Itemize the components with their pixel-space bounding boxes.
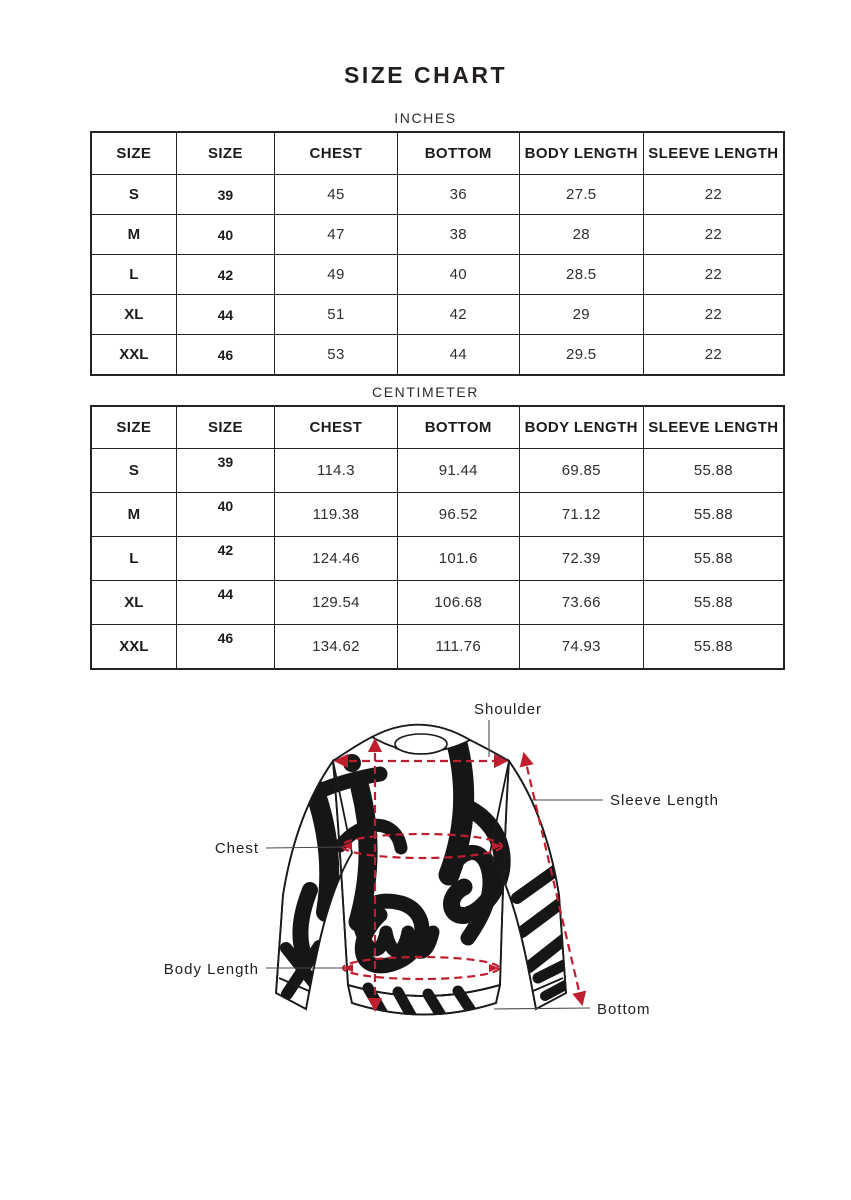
- label-sleeve-length: Sleeve Length: [610, 792, 719, 809]
- header-bottom: BOTTOM: [397, 406, 519, 449]
- sweater-measure-diagram: [0, 660, 851, 1090]
- cell-body-length: 72.39: [519, 537, 643, 581]
- cell-size2: 46: [176, 625, 274, 670]
- cell-bottom: 101.6: [397, 537, 519, 581]
- cell-body-length: 73.66: [519, 581, 643, 625]
- table-row: [91, 449, 784, 493]
- cell-body-length: 29.5: [519, 335, 643, 376]
- table-row: [91, 215, 784, 255]
- cell-sleeve-length: 55.88: [643, 625, 784, 670]
- cell-size2: 46: [176, 335, 274, 376]
- header-size: SIZE: [91, 132, 176, 175]
- cell-body-length: 74.93: [519, 625, 643, 670]
- cell-sleeve-length: 55.88: [643, 537, 784, 581]
- cell-sleeve-length: 22: [643, 175, 784, 215]
- cell-sleeve-length: 22: [643, 295, 784, 335]
- cell-chest: 134.62: [275, 625, 398, 670]
- cell-size: M: [91, 493, 176, 537]
- cell-size2: 40: [176, 493, 274, 537]
- cell-size2: 42: [176, 537, 274, 581]
- header-size-number: SIZE: [176, 132, 274, 175]
- cell-chest: 53: [275, 335, 398, 376]
- header-chest: CHEST: [275, 132, 398, 175]
- cell-size: XXL: [91, 625, 176, 670]
- cell-size: L: [91, 537, 176, 581]
- table-row: [91, 335, 784, 376]
- cell-bottom: 91.44: [397, 449, 519, 493]
- header-size: SIZE: [91, 406, 176, 449]
- cell-size: XL: [91, 581, 176, 625]
- cell-bottom: 42: [397, 295, 519, 335]
- cell-body-length: 71.12: [519, 493, 643, 537]
- header-sleeve-length: SLEEVE LENGTH: [643, 132, 784, 175]
- cell-size: XXL: [91, 335, 176, 376]
- cell-chest: 124.46: [275, 537, 398, 581]
- cell-bottom: 44: [397, 335, 519, 376]
- cell-sleeve-length: 55.88: [643, 493, 784, 537]
- cell-bottom: 36: [397, 175, 519, 215]
- header-body-length: BODY LENGTH: [519, 132, 643, 175]
- cell-sleeve-length: 22: [643, 335, 784, 376]
- header-bottom: BOTTOM: [397, 132, 519, 175]
- page-title: SIZE CHART: [344, 62, 507, 88]
- cell-size2: 42: [176, 255, 274, 295]
- cell-bottom: 96.52: [397, 493, 519, 537]
- cell-size: XL: [91, 295, 176, 335]
- centimeter-size-table: [90, 405, 785, 670]
- cell-sleeve-length: 22: [643, 215, 784, 255]
- cell-size2: 44: [176, 581, 274, 625]
- cell-body-length: 27.5: [519, 175, 643, 215]
- table-row: [91, 537, 784, 581]
- header-body-length: BODY LENGTH: [519, 406, 643, 449]
- cell-size: L: [91, 255, 176, 295]
- inches-caption: INCHES: [394, 110, 457, 126]
- cell-chest: 51: [275, 295, 398, 335]
- table-header-row: [91, 406, 784, 449]
- header-size-number: SIZE: [176, 406, 274, 449]
- label-bottom: Bottom: [597, 1001, 651, 1018]
- cell-size2: 39: [176, 449, 274, 493]
- label-body-length: Body Length: [163, 961, 259, 978]
- cell-body-length: 28: [519, 215, 643, 255]
- cell-chest: 114.3: [275, 449, 398, 493]
- cell-chest: 47: [275, 215, 398, 255]
- cell-size2: 39: [176, 175, 274, 215]
- table-row: [91, 493, 784, 537]
- cell-bottom: 40: [397, 255, 519, 295]
- cell-bottom: 111.76: [397, 625, 519, 670]
- cell-chest: 49: [275, 255, 398, 295]
- cell-sleeve-length: 22: [643, 255, 784, 295]
- inches-size-table: [90, 131, 785, 376]
- cell-size2: 40: [176, 215, 274, 255]
- header-sleeve-length: SLEEVE LENGTH: [643, 406, 784, 449]
- cell-size2: 44: [176, 295, 274, 335]
- cell-sleeve-length: 55.88: [643, 449, 784, 493]
- header-chest: CHEST: [275, 406, 398, 449]
- table-row: [91, 175, 784, 215]
- table-row: [91, 581, 784, 625]
- table-row: [91, 255, 784, 295]
- cell-sleeve-length: 55.88: [643, 581, 784, 625]
- table-row: [91, 295, 784, 335]
- cell-body-length: 29: [519, 295, 643, 335]
- sweater-illustration: [0, 660, 851, 1090]
- cell-body-length: 69.85: [519, 449, 643, 493]
- table-header-row: [91, 132, 784, 175]
- label-shoulder: Shoulder: [474, 701, 543, 718]
- cell-bottom: 38: [397, 215, 519, 255]
- label-chest: Chest: [214, 840, 259, 857]
- centimeter-caption: CENTIMETER: [372, 384, 479, 400]
- cell-chest: 129.54: [275, 581, 398, 625]
- cell-bottom: 106.68: [397, 581, 519, 625]
- cell-chest: 119.38: [275, 493, 398, 537]
- cell-size: S: [91, 175, 176, 215]
- cell-chest: 45: [275, 175, 398, 215]
- cell-size: S: [91, 449, 176, 493]
- cell-size: M: [91, 215, 176, 255]
- cell-body-length: 28.5: [519, 255, 643, 295]
- bottom-leader-line: [494, 1008, 590, 1009]
